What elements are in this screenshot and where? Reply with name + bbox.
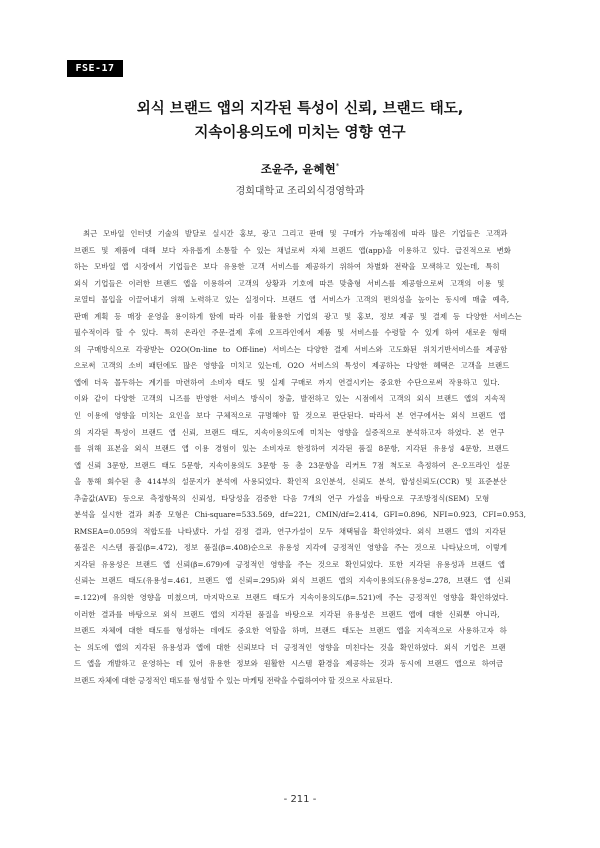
corresponding-author-mark: * [335, 162, 340, 171]
abstract-line: RMSEA=0.059의 적합도를 나타냈다. 가설 검정 결과, 연구가설이 모두 채택됨을 확인하였다. 외식 브랜드 앱의 지각된 [74, 526, 507, 536]
abstract-line: 이러한 결과를 바탕으로 외식 브랜드 앱의 지각된 품질을 바탕으로 지각된 유용성은 브랜드 앱에 대한 신뢰뿐 아니라, [74, 609, 500, 619]
authors [0, 161, 600, 177]
abstract-line: 추출값(AVE) 등으로 측정항목의 신뢰성, 타당성을 검증한 다음 7개의 연구 가설을 바탕으로 구조방정식(SEM) 모형 [74, 493, 490, 503]
abstract-line: 는 의도에 앱의 지각된 유용성과 앱에 대한 신뢰보다 더 긍정적인 영향을 미친다는 것을 확인하였다. 외식 기업은 브랜 [74, 642, 506, 652]
abstract-line: 을 통해 회수된 총 414부의 설문지가 분석에 사용되었다. 확인적 요인분석, 신뢰도 분석, 합성신뢰도(CCR) 및 표준분산 [74, 477, 507, 487]
abstract-line: =.122)에 유의한 영향을 미쳤으며, 마지막으로 브랜드 태도가 지속이용의도(β=.521)에 주는 긍정적인 영향을 확인하였다. [74, 593, 509, 603]
paper-title [40, 97, 560, 145]
abstract-line: 으로써 고객의 소비 패턴에도 많은 영향을 미치고 있는데, O2O 서비스의 특성이 제공하는 다양한 혜택은 고객을 브랜드 [74, 361, 510, 371]
abstract-line: 를 위해 표본을 외식 브랜드 앱 이용 경험이 있는 소비자로 한정하여 지각된 품질 8문항, 지각된 유용성 4문항, 브랜드 [74, 444, 509, 454]
abstract [74, 226, 526, 689]
abstract-line: 앱 신뢰 3문항, 브랜드 태도 5문항, 지속이용의도 3문항 등 총 23문항을 리커트 7점 척도로 측정하여 온·오프라인 설문 [74, 460, 510, 470]
abstract-line: 필수적이라 할 수 있다. 특히 온라인 주문·결제 후에 오프라인에서 제품 및 서비스를 수령할 수 있게 하여 새로운 형태 [74, 328, 507, 338]
abstract-line: 신뢰는 브랜드 태도(유용성=.461, 브랜드 앱 신뢰=.295)와 외식 브랜드 앱의 지속이용의도(유용성=.278, 브랜드 앱 신뢰 [74, 576, 512, 586]
abstract-line: 의 구매방식으로 각광받는 O2O(On-line to Off-line) 서비스는 다양한 결제 서비스와 고도화된 위치기반서비스를 제공함 [74, 344, 508, 354]
abstract-line: 이와 같이 다양한 고객의 니즈를 반영한 서비스 방식이 창출, 발전하고 있는 시점에서 고객의 외식 브랜드 앱의 지속적 [74, 394, 506, 404]
abstract-line: 최근 모바일 인터넷 기술의 발달로 실시간 홍보, 광고 그리고 판매 및 구매가 가능해짐에 따라 많은 기업들은 고객과 [83, 229, 508, 238]
abstract-line: 지각된 유용성은 브랜드 앱 신뢰(β=.679)에 긍정적인 영향을 주는 것으로 확인되었다. 또한 지각된 유용성과 브랜드 앱 [74, 559, 506, 569]
abstract-line: 판매 계획 등 매장 운영을 용이하게 함에 따라 이를 활용한 기업의 광고 및 홍보, 정보 제공 및 결제 등 다양한 서비스는 [74, 311, 522, 321]
abstract-line: 의 지각된 특성이 브랜드 앱 신뢰, 브랜드 태도, 지속이용의도에 미치는 영향을 실증적으로 분석하고자 하였다. 본 연구 [74, 427, 505, 437]
abstract-line: 브랜드 및 제품에 대해 보다 자유롭게 소통할 수 있는 채널로써 자체 브랜드 앱(app)을 이용하고 있다. 급진적으로 변화 [74, 245, 511, 255]
abstract-line: 드 앱을 개발하고 운영하는 데 있어 유용한 정보와 원활한 시스템 환경을 제공하는 것과 동시에 브랜드 앱으로 하여금 [74, 659, 504, 669]
abstract-line: 품질은 시스템 품질(β=.472), 정보 품질(β=.408)순으로 유용성 지각에 긍정적인 영향을 주는 것으로 나타났으며, 이렇게 [74, 543, 507, 553]
abstract-line: 앱에 더욱 몰두하는 계기를 마련하여 소비자 태도 및 실제 구매로 까지 연결시키는 중요한 수단으로써 작용하고 있다. [74, 377, 500, 387]
abstract-line: 분석을 실시한 결과 최종 모형은 Chi-square=533.569, df=221, CMIN/df=2.414, GFI=0.896, NFI=0.923, CFI=0.953, [74, 510, 526, 520]
title-line-1: 외식 브랜드 앱의 지각된 특성이 신뢰, 브랜드 태도, [136, 101, 464, 117]
abstract-line: 브랜드 자체에 대한 긍정적인 태도를 형성할 수 있는 마케팅 전략을 수립하여야 할 것으로 사료된다. [74, 675, 393, 685]
abstract-line: 로열티 몰입을 이끌어내기 위해 노력하고 있는 실정이다. 브랜드 앱 서비스가 고객의 편의성을 높이는 동시에 매출 예측, [74, 295, 510, 305]
page-number: - 211 - [283, 794, 317, 805]
title-line-2: 지속이용의도에 미치는 영향 연구 [194, 125, 406, 141]
affiliation: 경희대학교 조리외식경영학과 [235, 186, 365, 197]
author-names: 조윤주, 윤혜현 [260, 162, 336, 176]
session-tag: FSE-17 [67, 60, 123, 77]
abstract-line: 하는 모바일 앱 시장에서 기업들은 보다 유용한 고객 서비스를 제공하기 위하여 차별화 전략을 모색하고 있는데, 특히 [74, 262, 500, 272]
abstract-line: 외식 기업들은 이러한 브랜드 앱을 이용하여 고객의 상황과 기호에 따른 맞춤형 서비스를 제공함으로써 고객의 이용 및 [74, 278, 505, 288]
abstract-line: 브랜드 자체에 대한 태도를 형성하는 데에도 중요한 역할을 하며, 브랜드 태도는 브랜드 앱을 지속적으로 사용하고자 하 [74, 626, 507, 636]
abstract-line: 인 이용에 영향을 미치는 요인을 보다 구체적으로 규명해야 할 것으로 판단된다. 따라서 본 연구에서는 외식 브랜드 앱 [74, 411, 506, 421]
